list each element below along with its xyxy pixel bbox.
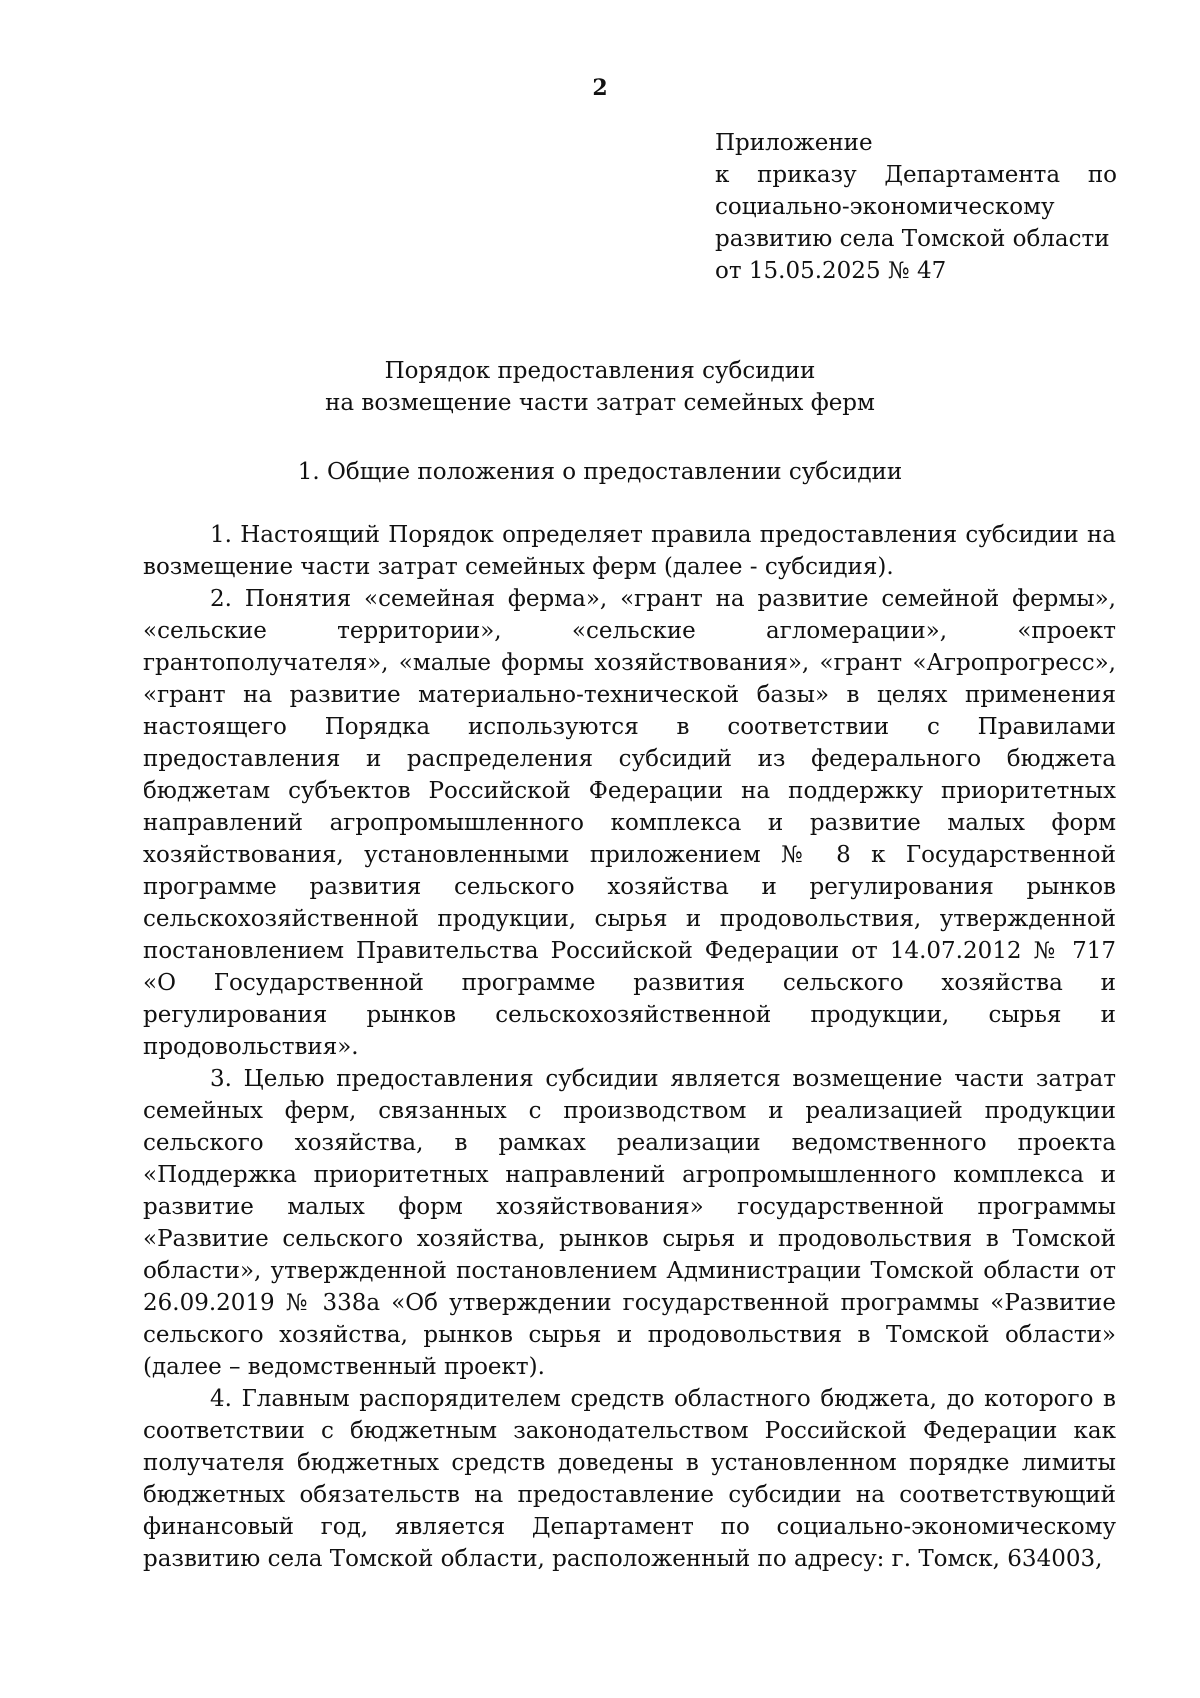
document-title: [0, 355, 1200, 419]
paragraph: 2. Понятия «семейная ферма», «грант на развитие семейной фермы», «сельские территории», «сельские агломерации», «проект грантополучателя», «малые формы хозяйствования», «грант «Агропрогресс», «грант на развитие материально-технической базы» в целях применения настоящего Порядка используются в соответствии с Правилами предоставления и распределения субсидий из федерального бюджета бюджетам субъектов Российской Федерации на поддержку приоритетных направлений агропромышленного комплекса и развитие малых форм хозяйствования, установленными приложением № 8 к Государственной программе развития сельского хозяйства и регулирования рынков сельскохозяйственной продукции, сырья и продовольствия, утвержденной постановлением Правительства Российской Федерации от 14.07.2012 № 717 «О Государственной программе развития сельского хозяйства и регулирования рынков сельскохозяйственной продукции, сырья и продовольствия».: [143, 586, 1116, 1060]
paragraph: 3. Целью предоставления субсидии является возмещение части затрат семейных ферм, связанных с производством и реализацией продукции сельского хозяйства, в рамках реализации ведомственного проекта «Поддержка приоритетных направлений агропромышленного комплекса и развитие малых форм хозяйствования» государственной программы «Развитие сельского хозяйства, рынков сырья и продовольствия в Томской области», утвержденной постановлением Администрации Томской области от 26.09.2019 № 338а «Об утверждении государственной программы «Развитие сельского хозяйства, рынков сырья и продовольствия в Томской области» (далее – ведомственный проект).: [143, 1066, 1116, 1380]
annex-line: развитию села Томской области: [715, 226, 1110, 252]
body-text: [143, 519, 1116, 1575]
annex-line: Приложение: [715, 130, 873, 156]
title-line: Порядок предоставления субсидии: [384, 358, 816, 384]
paragraph: 4. Главным распорядителем средств областного бюджета, до которого в соответствии с бюджетным законодательством Российской Федерации как получателя бюджетных средств доведены в установленном порядке лимиты бюджетных обязательств на предоставление субсидии на соответствующий финансовый год, является Департамент по социально-экономическому развитию села Томской области, расположенный по адресу: г. Томск, 634003,: [143, 1386, 1116, 1572]
annex-line: социально-экономическому: [715, 194, 1055, 220]
title-line: на возмещение части затрат семейных ферм: [325, 390, 875, 416]
section-heading: 1. Общие положения о предоставлении субсидии: [297, 459, 903, 485]
page-number: 2: [592, 75, 608, 101]
paragraph: 1. Настоящий Порядок определяет правила предоставления субсидии на возмещение части затрат семейных ферм (далее - субсидия).: [143, 522, 1116, 580]
annex-block: [715, 127, 1117, 287]
annex-line: от 15.05.2025 № 47: [715, 258, 947, 284]
annex-line: к приказу Департамента по: [715, 162, 1117, 188]
